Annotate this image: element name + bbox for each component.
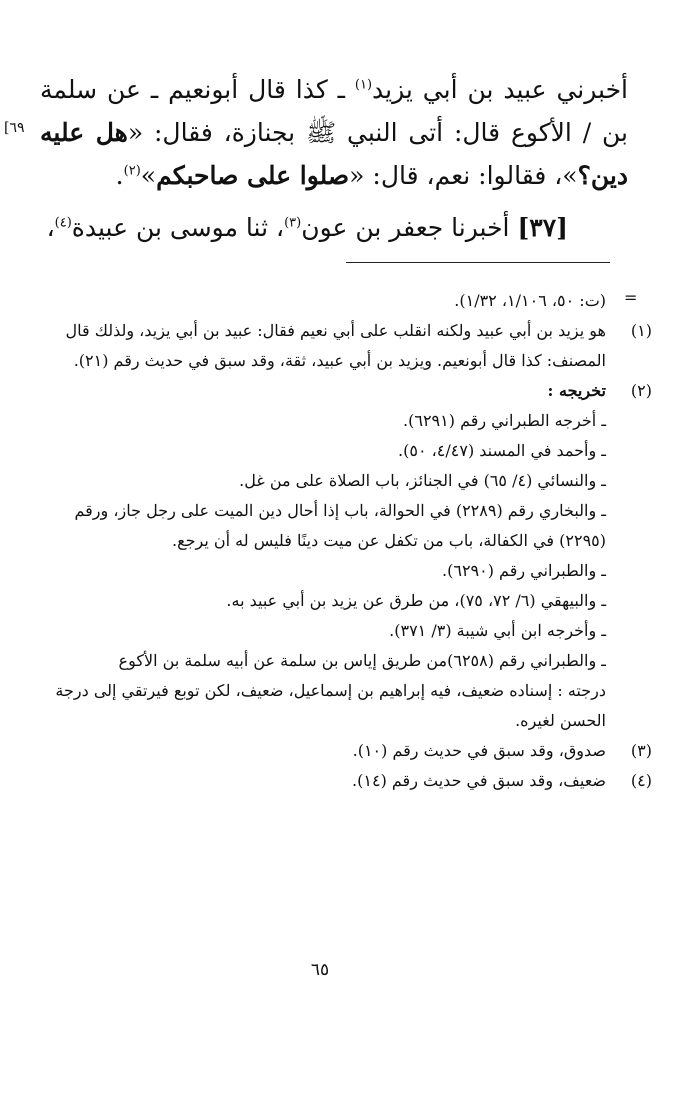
footnote-number: (٤) bbox=[630, 771, 652, 790]
footnotes bbox=[40, 286, 652, 796]
quote-question: هل عليه دين؟ bbox=[40, 118, 628, 190]
footnote-continuation bbox=[40, 286, 652, 316]
footnote-ref-1: (١) bbox=[354, 77, 373, 93]
footnote-2 bbox=[40, 376, 652, 736]
footnote-ref-3: (٣) bbox=[284, 215, 302, 231]
footnote-1 bbox=[40, 316, 652, 376]
manuscript-folio-ref: ٦٩] bbox=[4, 120, 25, 136]
main-text-d: » bbox=[140, 161, 157, 190]
quote-pray: صلوا على صاحبكم bbox=[156, 161, 350, 190]
main-text-b: ـ كذا قال أبونعيم ـ عن سلمة بن / الأكوع قال: أتى النبي ﷺ بجنازة، فقال: « bbox=[40, 75, 628, 147]
hadith-37-part-2: ، ثنا موسى بن عبيدة bbox=[71, 213, 285, 242]
takhrij-line: ـ وأخرجه ابن أبي شيبة (٣/ ٣٧١). bbox=[389, 621, 606, 640]
hadith-number: [٣٧] bbox=[517, 213, 568, 242]
main-text-c: »، فقالوا: نعم، قال: « bbox=[349, 161, 578, 190]
main-text-e: . bbox=[115, 161, 124, 190]
takhrij-line: ـ وأحمد في المسند (٤/٤٧، ٥٠). bbox=[398, 441, 606, 460]
takhrij-line: ـ والطبراني رقم (٦٢٥٨)من طريق إياس بن سلمة عن أبيه سلمة بن الأكوع bbox=[118, 651, 606, 670]
page-number: ٦٥ bbox=[310, 960, 330, 980]
takhrij-line: ـ والبخاري رقم (٢٢٨٩) في الحوالة، باب إذا أحال دين الميت على رجل جاز، ورقم (٢٢٩٥) في الكفالة، باب من تكفل عن ميت دينًا فليس له أن يرجع. bbox=[74, 501, 606, 550]
footnote-ref-4: (٤) bbox=[54, 215, 72, 231]
footnote-number: (٣) bbox=[630, 741, 652, 760]
footnote-text: ضعيف، وقد سبق في حديث رقم (١٤). bbox=[352, 771, 606, 790]
hadith-36-text bbox=[40, 68, 628, 197]
takhrij-line: ـ والطبراني رقم (٦٢٩٠). bbox=[442, 561, 606, 580]
footnote-number: (١) bbox=[630, 321, 652, 340]
continuation-mark: = bbox=[624, 288, 638, 307]
hadith-37-part-3: ، bbox=[46, 213, 55, 242]
footnote-ref-2: (٢) bbox=[123, 163, 141, 179]
footnote-heading: تخريجه : bbox=[547, 381, 606, 400]
hadith-37-part-1: أخبرنا جعفر بن عون bbox=[301, 213, 518, 242]
takhrij-line: ـ والبيهقي (٦/ ٧٢، ٧٥)، من طرق عن يزيد بن أبي عبيد به. bbox=[226, 591, 606, 610]
grading-line: درجته : إسناده ضعيف، فيه إبراهيم بن إسماعيل، ضعيف، لكن توبع فيرتقي إلى درجة الحسن لغيره. bbox=[55, 681, 606, 730]
takhrij-line: ـ والنسائي (٤/ ٦٥) في الجنائز، باب الصلاة على من غل. bbox=[239, 471, 606, 490]
footnote-continuation-text: (ت: ٥٠، ١/١٠٦، ١/٣٢). bbox=[454, 291, 606, 310]
footnote-4 bbox=[40, 766, 652, 796]
footnote-divider bbox=[346, 262, 610, 263]
footnote-text: هو يزيد بن أبي عبيد ولكنه انقلب على أبي نعيم فقال: عبيد بن أبي يزيد، ولذلك قال المصنف: كذا قال أبونعيم. ويزيد بن أبي عبيد، ثقة، وقد سبق في حديث رقم (٢١). bbox=[65, 321, 606, 370]
footnote-number: (٢) bbox=[630, 381, 652, 400]
main-text-a: أخبرني عبيد بن أبي يزيد bbox=[372, 75, 628, 104]
takhrij-line: ـ أخرجه الطبراني رقم (٦٢٩١). bbox=[403, 411, 606, 430]
hadith-37-text bbox=[40, 208, 568, 248]
footnote-text: صدوق، وقد سبق في حديث رقم (١٠). bbox=[352, 741, 606, 760]
hadith-36-paragraph bbox=[40, 68, 628, 197]
footnote-3 bbox=[40, 736, 652, 766]
